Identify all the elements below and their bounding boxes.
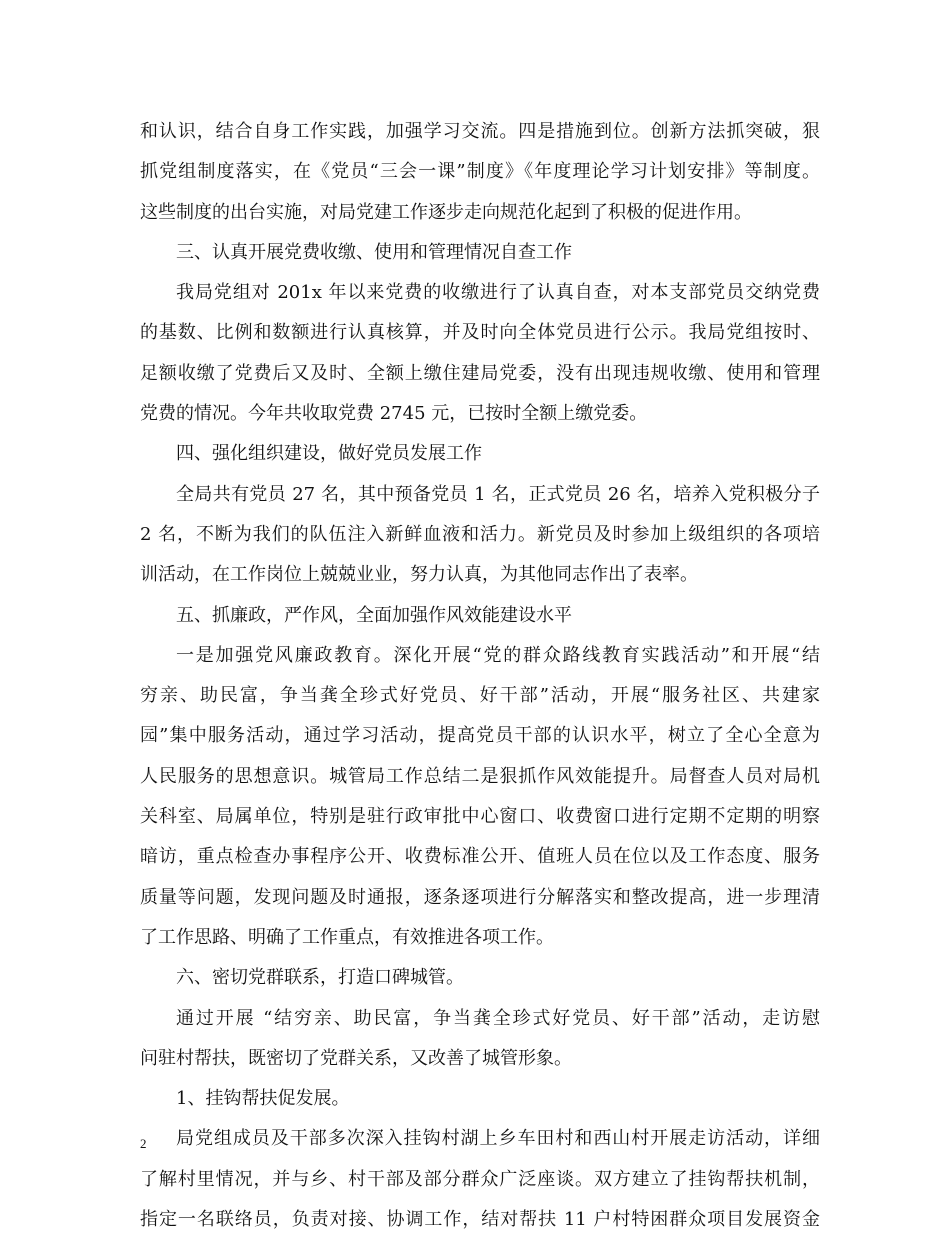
text-line: 一是加强党风廉政教育。深化开展“党的群众路线教育实践活动”和开展“结 <box>176 644 820 666</box>
text-line: 2 名，不断为我们的队伍注入新鲜血液和活力。新党员及时参加上级组织的各项培 <box>140 523 820 545</box>
text-line: 全局共有党员 27 名，其中预备党员 1 名，正式党员 26 名，培养入党积极分子 <box>176 483 820 505</box>
text-line: 这些制度的出台实施，对局党建工作逐步走向规范化起到了积极的促进作用。 <box>140 201 752 223</box>
text-line: 抓党组制度落实，在《党员“三会一课”制度》《年度理论学习计划安排》等制度。 <box>140 161 820 183</box>
text-line: 关科室、局属单位，特别是驻行政审批中心窗口、收费窗口进行定期不定期的明察 <box>140 806 820 828</box>
text-line: 三、认真开展党费收缴、使用和管理情况自查工作 <box>176 241 572 263</box>
text-line: 的基数、比例和数额进行认真核算，并及时向全体党员进行公示。我局党组按时、 <box>140 322 820 344</box>
text-line: 质量等问题，发现问题及时通报，逐条逐项进行分解落实和整改提高，进一步理清 <box>140 886 820 908</box>
text-line: 足额收缴了党费后又及时、全额上缴住建局党委，没有出现违规收缴、使用和管理 <box>140 362 820 384</box>
text-line: 党费的情况。今年共收取党费 2745 元，已按时全额上缴党委。 <box>140 403 648 425</box>
text-line: 了解村里情况，并与乡、村干部及部分群众广泛座谈。双方建立了挂钩帮扶机制， <box>140 1168 820 1190</box>
page-number: 2 <box>140 1136 147 1151</box>
text-line: 我局党组对 201x 年以来党费的收缴进行了认真自查，对本支部党员交纳党费 <box>176 282 820 304</box>
text-line: 指定一名联络员，负责对接、协调工作，结对帮扶 11 户村特困群众项目发展资金 <box>140 1209 820 1231</box>
text-line: 1、挂钩帮扶促发展。 <box>176 1088 350 1110</box>
text-line: 和认识，结合自身工作实践，加强学习交流。四是措施到位。创新方法抓突破，狠 <box>140 121 820 142</box>
text-line: 人民服务的思想意识。城管局工作总结二是狠抓作风效能提升。局督查人员对局机 <box>140 765 820 787</box>
text-line: 穷亲、助民富，争当龚全珍式好党员、好干部”活动，开展“服务社区、共建家 <box>140 685 820 707</box>
text-line: 局党组成员及干部多次深入挂钩村湖上乡车田村和西山村开展走访活动，详细 <box>176 1128 820 1150</box>
text-line: 了工作思路、明确了工作重点，有效推进各项工作。 <box>140 926 554 948</box>
text-line: 四、强化组织建设，做好党员发展工作 <box>176 443 482 465</box>
document-body <box>140 112 820 1240</box>
text-line: 训活动，在工作岗位上兢兢业业，努力认真，为其他同志作出了表率。 <box>140 564 698 586</box>
text-line: 通过开展 “结穷亲、助民富，争当龚全珍式好党员、好干部”活动，走访慰 <box>176 1007 820 1029</box>
text-line: 园”集中服务活动，通过学习活动，提高党员干部的认识水平，树立了全心全意为 <box>140 725 820 747</box>
text-line: 暗访，重点检查办事程序公开、收费标准公开、值班人员在位以及工作态度、服务 <box>140 846 820 868</box>
text-line: 五、抓廉政，严作风，全面加强作风效能建设水平 <box>176 604 572 626</box>
text-line: 六、密切党群联系，打造口碑城管。 <box>176 967 464 989</box>
text-line: 问驻村帮扶，既密切了党群关系，又改善了城管形象。 <box>140 1047 572 1069</box>
